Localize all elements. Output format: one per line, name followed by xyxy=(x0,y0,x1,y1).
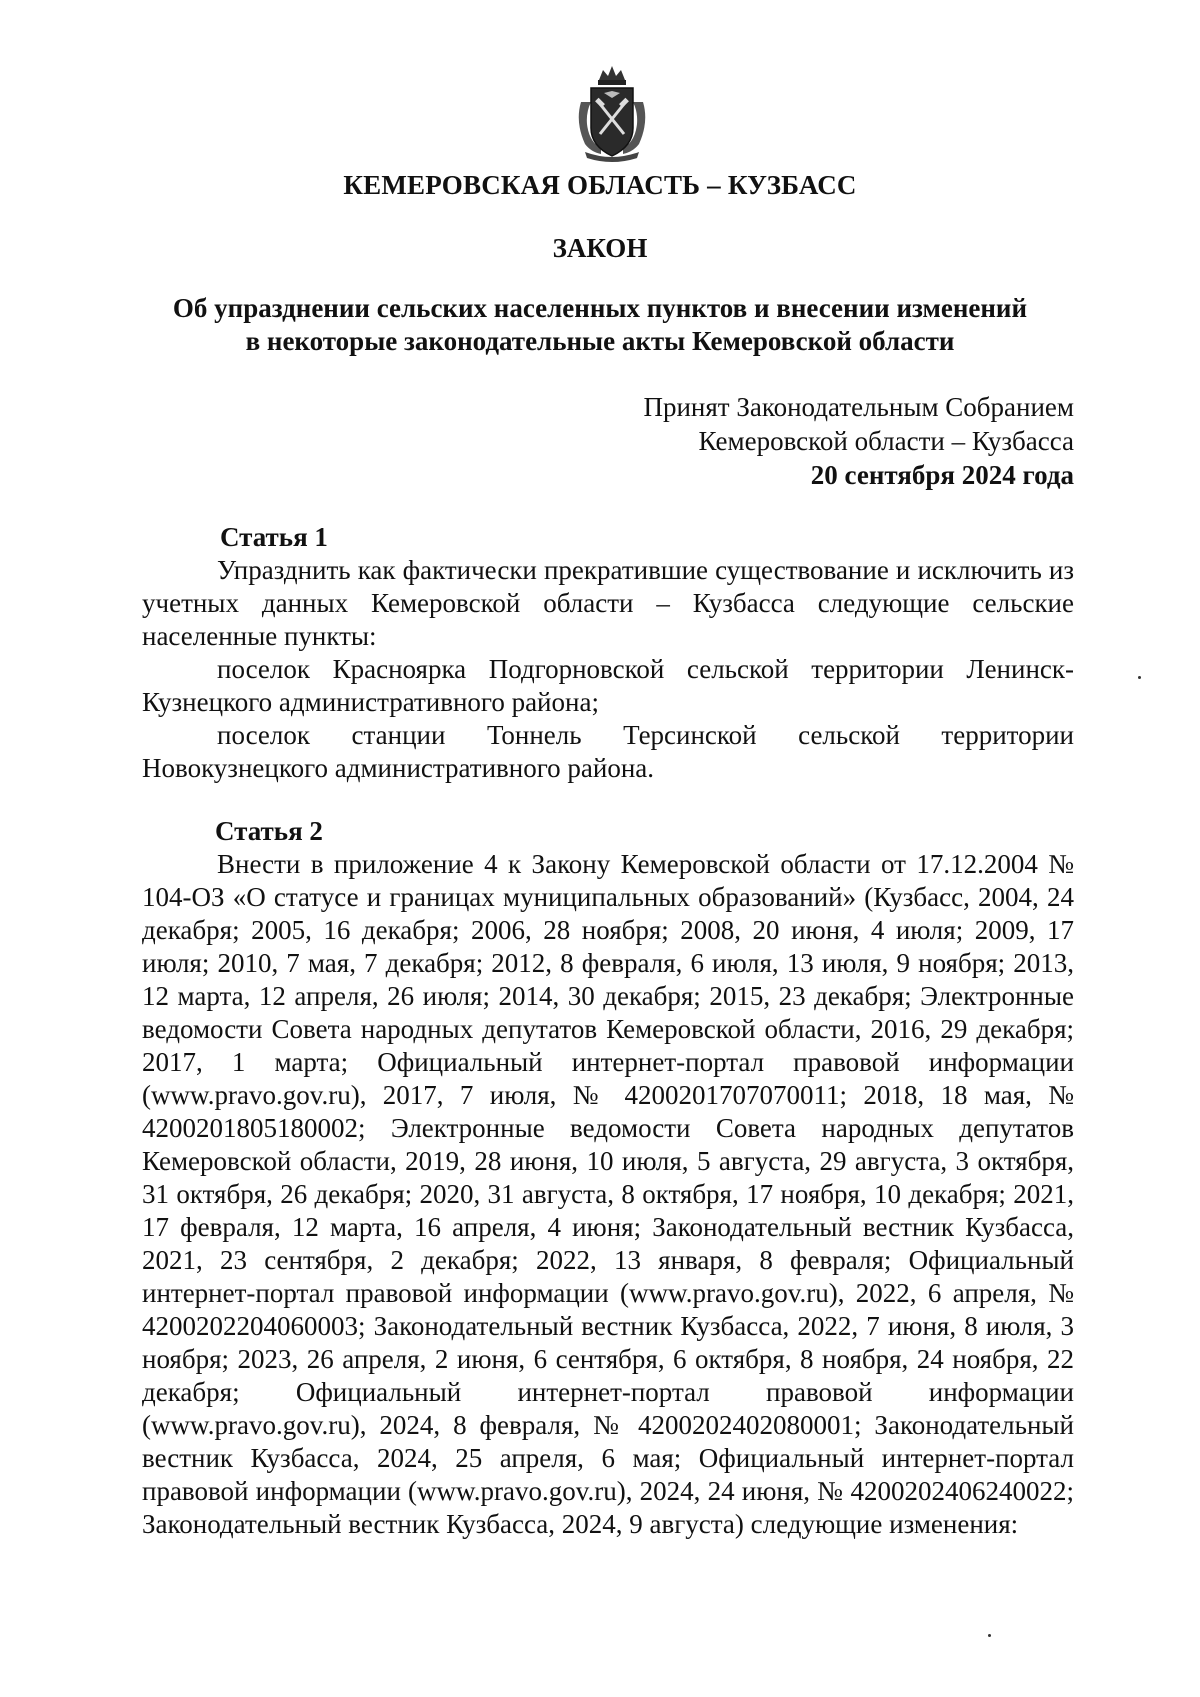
adoption-block xyxy=(474,390,1074,492)
article-1-intro: Упразднить как фактически прекратившие существование и исключить из учетных данных Кемеровской области – Кузбасса следующие сельские населенные пункты: xyxy=(142,555,1074,651)
article-1-item-2: поселок станции Тоннель Терсинской сельской территории Новокузнецкого административного района. xyxy=(142,720,1074,783)
coat-of-arms-icon xyxy=(571,62,653,162)
adoption-date: 20 сентября 2024 года xyxy=(810,460,1074,490)
article-2-heading: Статья 2 xyxy=(215,816,323,846)
adoption-line-2: Кемеровской области – Кузбасса xyxy=(698,426,1074,456)
article-1-item-1: поселок Красноярка Подгорновской сельской территории Ленинск-Кузнецкого административного района; xyxy=(142,654,1074,717)
document-type-heading: ЗАКОН xyxy=(552,233,648,263)
article-1-heading: Статья 1 xyxy=(220,522,328,552)
law-title-line-2: в некоторые законодательные акты Кемеровской области xyxy=(245,326,955,356)
scan-speck xyxy=(1138,676,1141,679)
scan-speck xyxy=(988,1634,991,1637)
article-2-body: Внести в приложение 4 к Закону Кемеровской области от 17.12.2004 № 104-ОЗ «О статусе и границах муниципальных образований» (Кузбасс, 2004, 24 декабря; 2005, 16 декабря; 2006, 28 ноября; 2008, 20 июня, 4 июля; 2009, 17 июля; 2010, 7 мая, 7 декабря; 2012, 8 февраля, 6 июля, 13 июля, 9 ноября; 2013, 12 марта, 12 апреля, 26 июля; 2014, 30 декабря; 2015, 23 декабря; Электронные ведомости Совета народных депутатов Кемеровской области, 2016, 29 декабря; 2017, 1 марта; Официальный интернет-портал правовой информации (www.pravo.gov.ru), 2017, 7 июля, № 4200201707070011; 2018, 18 мая, № 4200201805180002; Электронные ведомости Совета народных депутатов Кемеровской области, 2019, 28 июня, 10 июля, 5 августа, 29 августа, 3 октября, 31 октября, 26 декабря; 2020, 31 августа, 8 октября, 17 ноября, 10 декабря; 2021, 17 февраля, 12 марта, 16 апреля, 4 июня; Законодательный вестник Кузбасса, 2021, 23 сентября, 2 декабря; 2022, 13 января, 8 февраля; Официальный интернет-портал правовой информации (www.pravo.gov.ru), 2022, 6 апреля, № 4200202204060003; Законодательный вестник Кузбасса, 2022, 7 июня, 8 июля, 3 ноября; 2023, 26 апреля, 2 июня, 6 сентября, 6 октября, 8 ноября, 24 ноября, 22 декабря; Официальный интернет-портал правовой информации (www.pravo.gov.ru), 2024, 8 февраля, № 4200202402080001; Законодательный вестник Кузбасса, 2024, 25 апреля, 6 мая; Официальный интернет-портал правовой информации (www.pravo.gov.ru), 2024, 24 июня, № 4200202406240022; Законодательный вестник Кузбасса, 2024, 9 августа) следующие изменения: xyxy=(142,849,1074,1539)
law-title xyxy=(150,292,1050,358)
adoption-line-1: Принят Законодательным Собранием xyxy=(643,392,1074,422)
region-title: КЕМЕРОВСКАЯ ОБЛАСТЬ – КУЗБАСС xyxy=(343,170,857,200)
law-title-line-1: Об упразднении сельских населенных пунктов и внесении изменений xyxy=(172,293,1028,323)
